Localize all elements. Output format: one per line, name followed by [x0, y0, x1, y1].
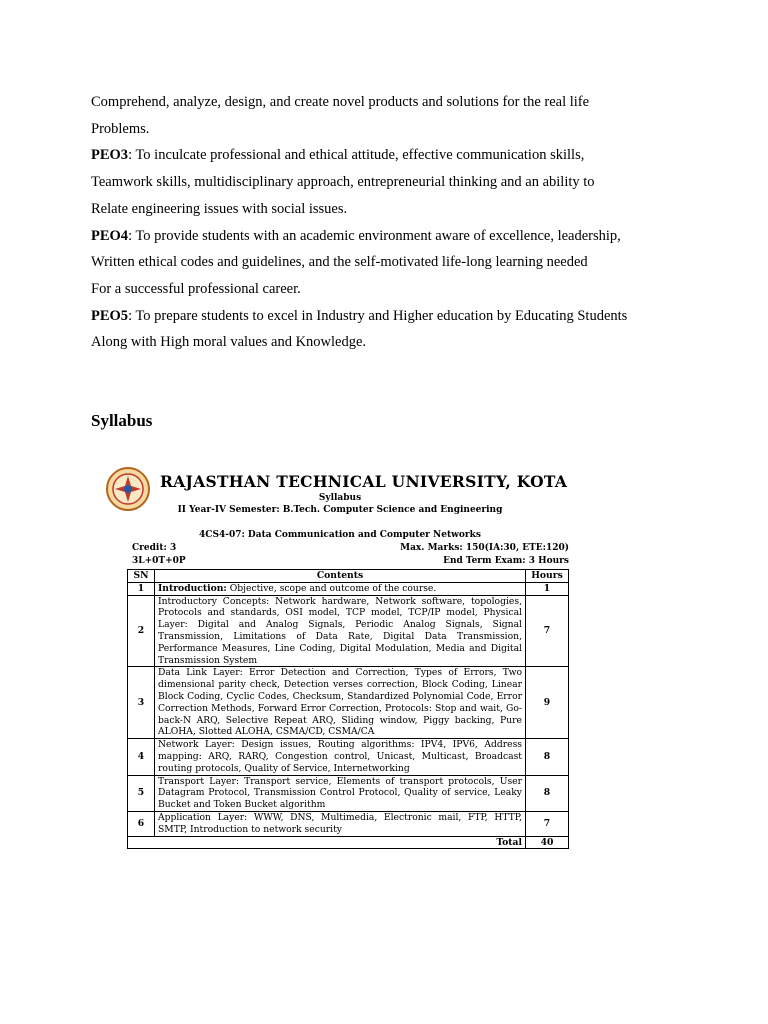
row-content: Application Layer: WWW, DNS, Multimedia, Electronic mail, FTP, HTTP, SMTP, Introduction to network security [155, 811, 526, 836]
syllabus-table [127, 569, 569, 849]
peo4-line1 [91, 223, 691, 250]
peo5-label: PEO5 [91, 307, 129, 324]
row-content: Transport Layer: Transport service, Elements of transport protocols, User Datagram Protocol, Transmission Control Protocol, Quality of service, Leaky Bucket and Token Bucket algorithm [155, 775, 526, 811]
peo4-text: : To provide students with an academic environment aware of excellence, leadership, [128, 227, 621, 244]
row-content: Introductory Concepts: Network hardware, Network software, topologies, Protocols and standards, OSI model, TCP model, TCP/IP model, Physical Layer: Digital and Analog Signals, Periodic Analog Signals, Signal Transmission, Limitations of Data Rate, Digital Data Transmission, Performance Measures, Line Coding, Digital Modulation, Media and Digital Transmission System [155, 595, 526, 667]
peo3-line2: Teamwork skills, multidisciplinary approach, entrepreneurial thinking and an ability to [91, 174, 595, 191]
table-row [128, 811, 569, 836]
row-title: Introduction: [158, 582, 227, 594]
row-sn: 6 [128, 811, 155, 836]
peo5-line2: Along with High moral values and Knowledge. [91, 334, 367, 351]
table-header-row [128, 570, 569, 583]
course-title: 4CS4-07: Data Communication and Computer Networks [199, 530, 481, 540]
row-hours: 8 [526, 739, 569, 775]
row-content [155, 582, 526, 595]
row-hours: 1 [526, 582, 569, 595]
row-sn: 4 [128, 739, 155, 775]
row-text: Objective, scope and outcome of the course. [226, 582, 437, 594]
row-hours: 7 [526, 811, 569, 836]
peo3-line1 [91, 142, 691, 169]
total-value: 40 [526, 836, 569, 849]
peo4-line3: For a successful professional career. [91, 280, 301, 297]
header-contents: Contents [155, 570, 526, 583]
table-row [128, 667, 569, 739]
table-row [128, 739, 569, 775]
row-sn: 2 [128, 595, 155, 667]
row-sn: 1 [128, 582, 155, 595]
syllabus-image [105, 463, 575, 895]
peo3-label: PEO3 [91, 147, 129, 164]
peo5-line1 [91, 303, 691, 330]
peo5-text: : To prepare students to excel in Industry and Higher education by Educating Students [128, 307, 628, 324]
credit: Credit: 3 [132, 543, 177, 553]
row-content: Network Layer: Design issues, Routing algorithms: IPV4, IPV6, Address mapping: ARQ, RARQ, Congestion control, Unicast, Multicast, Broadcast routing protocols, Quality of Service, Internetworking [155, 739, 526, 775]
university-name: RAJASTHAN TECHNICAL UNIVERSITY, KOTA [160, 472, 568, 491]
row-sn: 5 [128, 775, 155, 811]
table-row [128, 775, 569, 811]
section-heading: Syllabus [91, 411, 153, 430]
peo2-continuation-line1: Comprehend, analyze, design, and create novel products and solutions for the real life [91, 94, 590, 110]
ltp: 3L+0T+0P [132, 556, 186, 566]
peo3-line3: Relate engineering issues with social issues. [91, 200, 348, 217]
row-hours: 8 [526, 775, 569, 811]
table-total-row [128, 836, 569, 849]
table-row [128, 582, 569, 595]
peo4-label: PEO4 [91, 227, 129, 244]
row-sn: 3 [128, 667, 155, 739]
peo-text-block [91, 89, 691, 356]
header-sn: SN [128, 570, 155, 583]
syllabus-subtitle: Syllabus [318, 493, 362, 503]
table-row [128, 595, 569, 667]
semester-line: II Year-IV Semester: B.Tech. Computer Science and Engineering [177, 505, 503, 515]
row-hours: 9 [526, 667, 569, 739]
total-label: Total [128, 836, 526, 849]
max-marks: Max. Marks: 150(IA:30, ETE:120) [400, 543, 569, 553]
row-hours: 7 [526, 595, 569, 667]
peo3-text: : To inculcate professional and ethical attitude, effective communication skills, [128, 147, 585, 164]
peo4-line2: Written ethical codes and guidelines, and the self-motivated life-long learning needed [91, 254, 588, 271]
end-term-exam: End Term Exam: 3 Hours [443, 556, 569, 566]
peo2-continuation-line2: Problems. [91, 120, 150, 137]
row-content: Data Link Layer: Error Detection and Correction, Types of Errors, Two dimensional parity check, Detection verses correction, Block Coding, Linear Block Coding, Cyclic Codes, Checksum, Standardized Polynomial Code, Error Correction Methods, Forward Error Correction, Protocols: Stop and wait, Go-back-N ARQ, Selective Repeat ARQ, Sliding window, Piggy backing, Pure ALOHA, Slotted ALOHA, CSMA/CD, CSMA/CA [155, 667, 526, 739]
header-hours: Hours [526, 570, 569, 583]
